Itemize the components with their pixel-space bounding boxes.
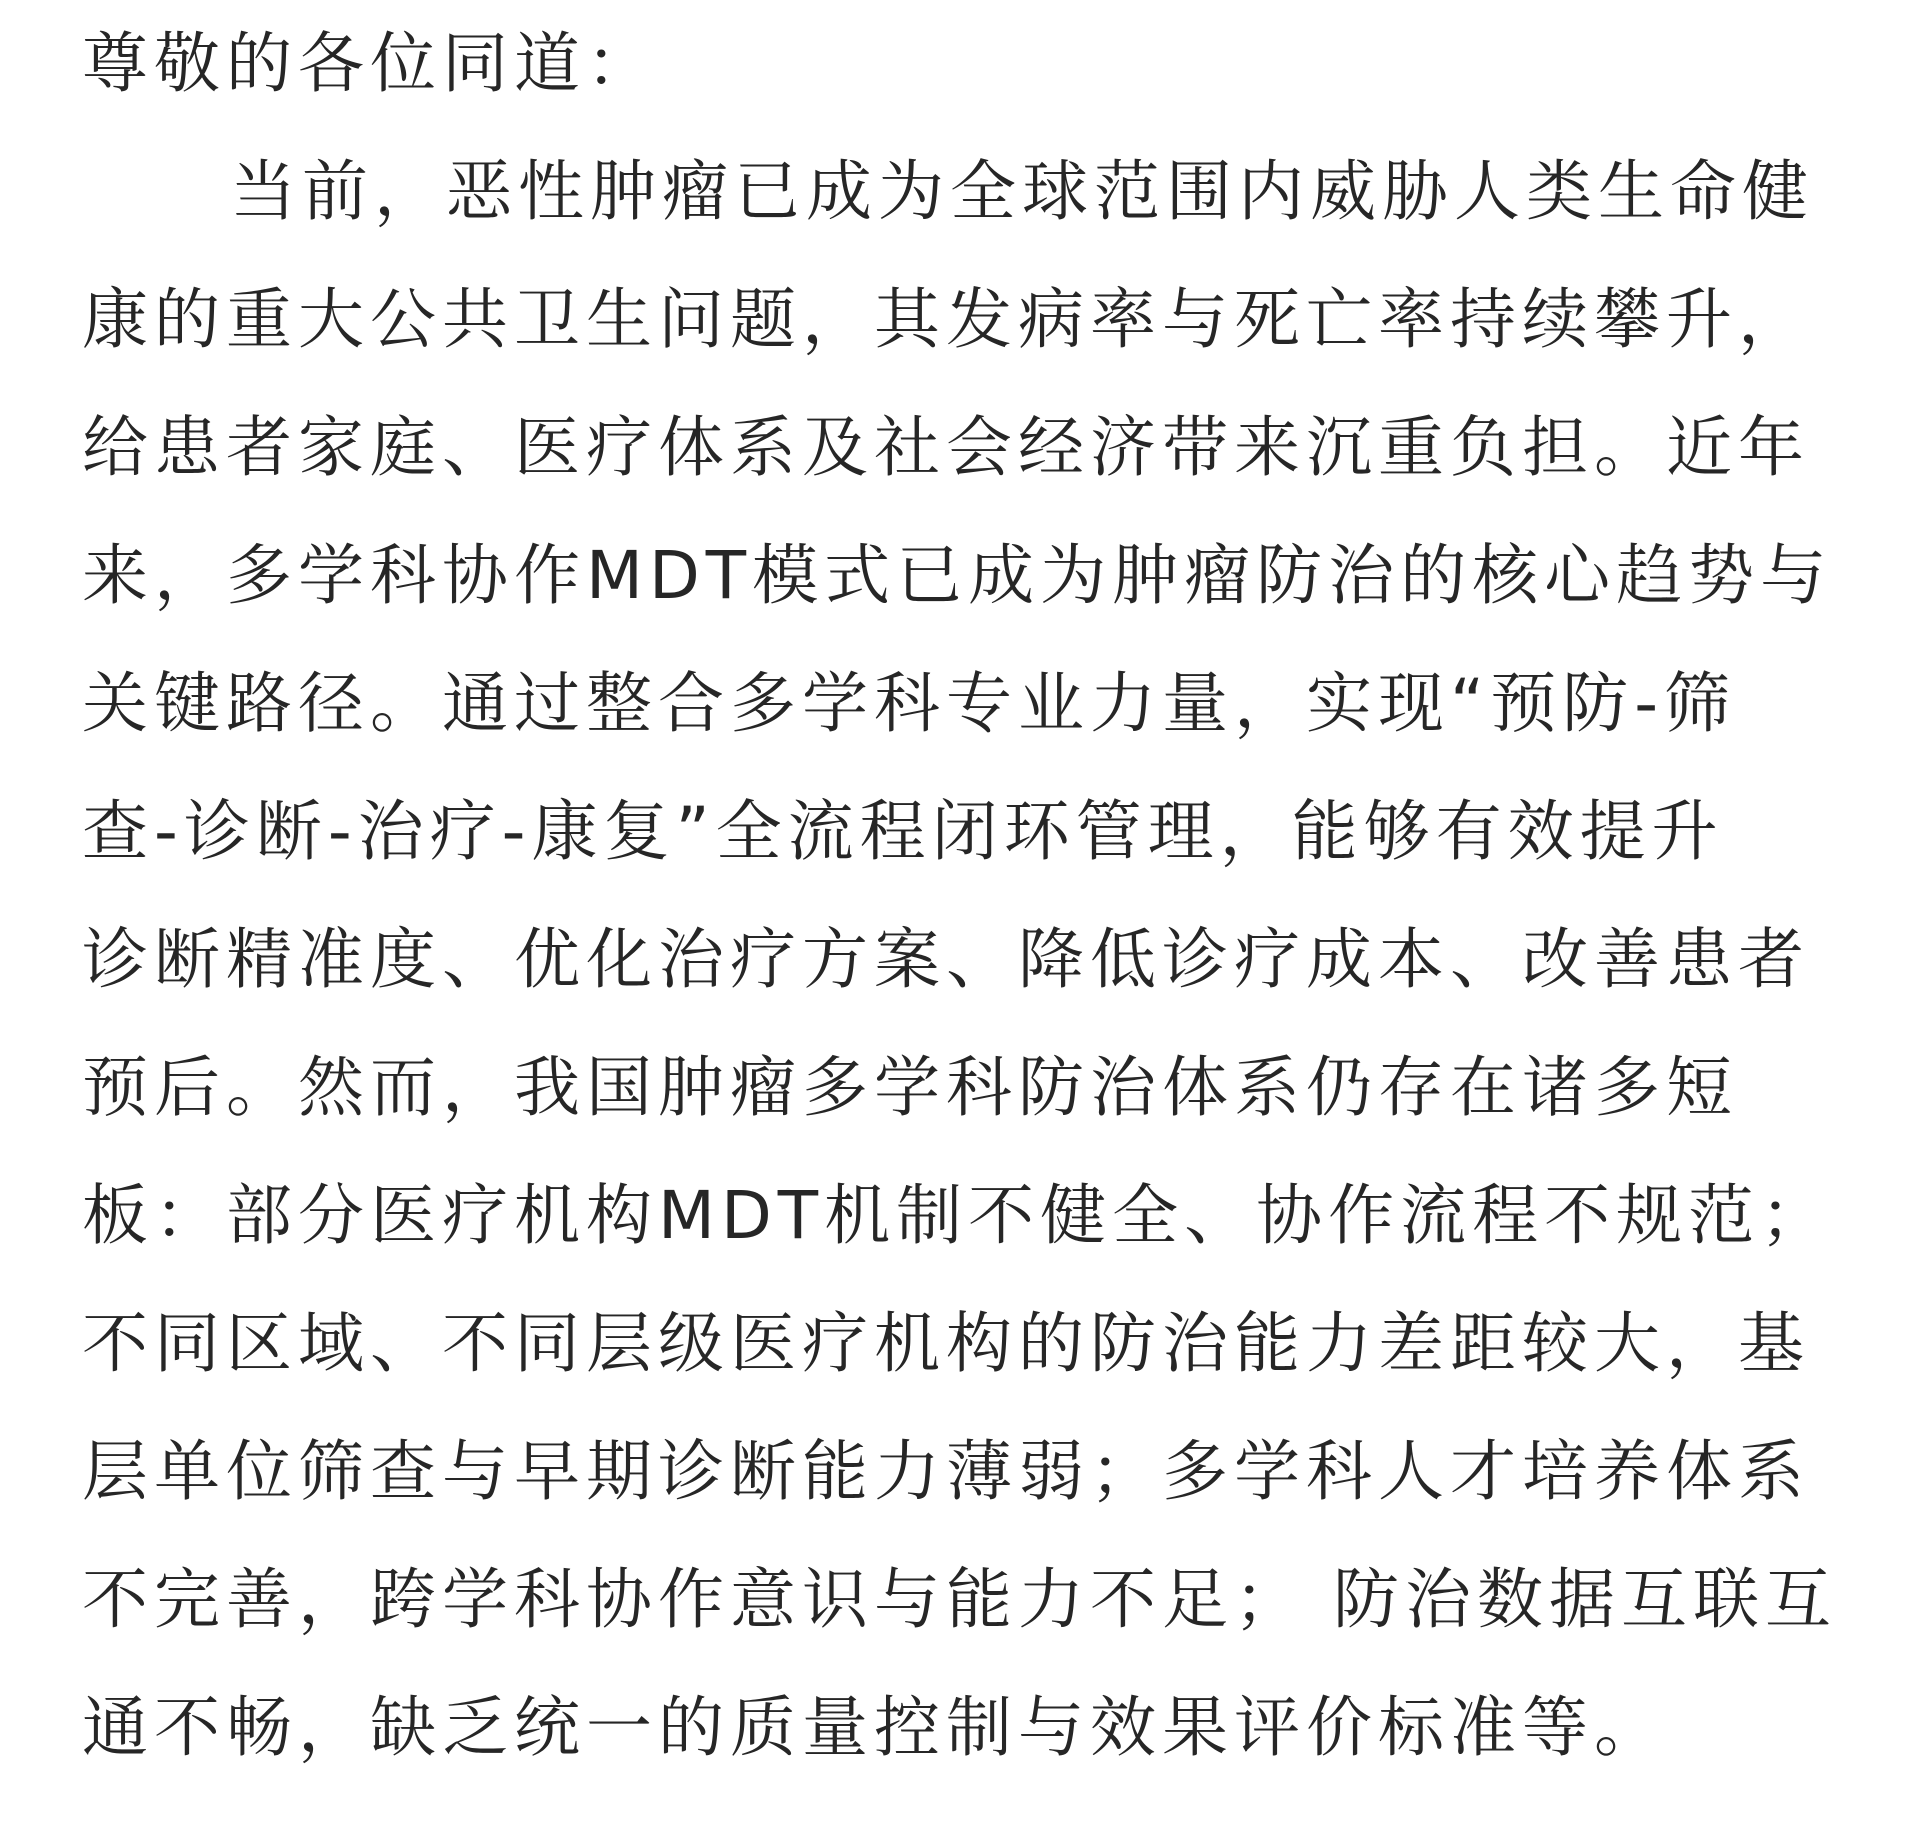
- paragraph-line-8: 预后。然而，我国肿瘤多学科防治体系仍存在诸多短: [82, 1049, 1738, 1126]
- greeting-line: 尊敬的各位同道：: [82, 25, 658, 102]
- paragraph-line-3: 给患者家庭、医疗体系及社会经济带来沉重负担。近年: [82, 409, 1810, 486]
- paragraph-line-1: 当前，恶性肿瘤已成为全球范围内威胁人类生命健: [230, 153, 1814, 230]
- paragraph-line-10: 不同区域、不同层级医疗机构的防治能力差距较大，基: [82, 1305, 1810, 1382]
- paragraph-line-13: 通不畅，缺乏统一的质量控制与效果评价标准等。: [82, 1689, 1666, 1766]
- paragraph-line-2: 康的重大公共卫生问题，其发病率与死亡率持续攀升，: [82, 281, 1810, 358]
- paragraph-line-12: 不完善，跨学科协作意识与能力不足； 防治数据互联互: [82, 1561, 1837, 1638]
- paragraph-line-4: 来，多学科协作MDT模式已成为肿瘤防治的核心趋势与: [82, 537, 1833, 614]
- paragraph-line-5: 关键路径。通过整合多学科专业力量，实现“预防-筛: [82, 665, 1737, 742]
- paragraph-line-9: 板：部分医疗机构MDT机制不健全、协作流程不规范；: [82, 1177, 1833, 1254]
- document-body: [82, 0, 1862, 1792]
- paragraph-line-6: 查-诊断-治疗-康复”全流程闭环管理，能够有效提升: [82, 793, 1724, 870]
- paragraph-line-7: 诊断精准度、优化治疗方案、降低诊疗成本、改善患者: [82, 921, 1810, 998]
- paragraph-line-11: 层单位筛查与早期诊断能力薄弱；多学科人才培养体系: [82, 1433, 1810, 1510]
